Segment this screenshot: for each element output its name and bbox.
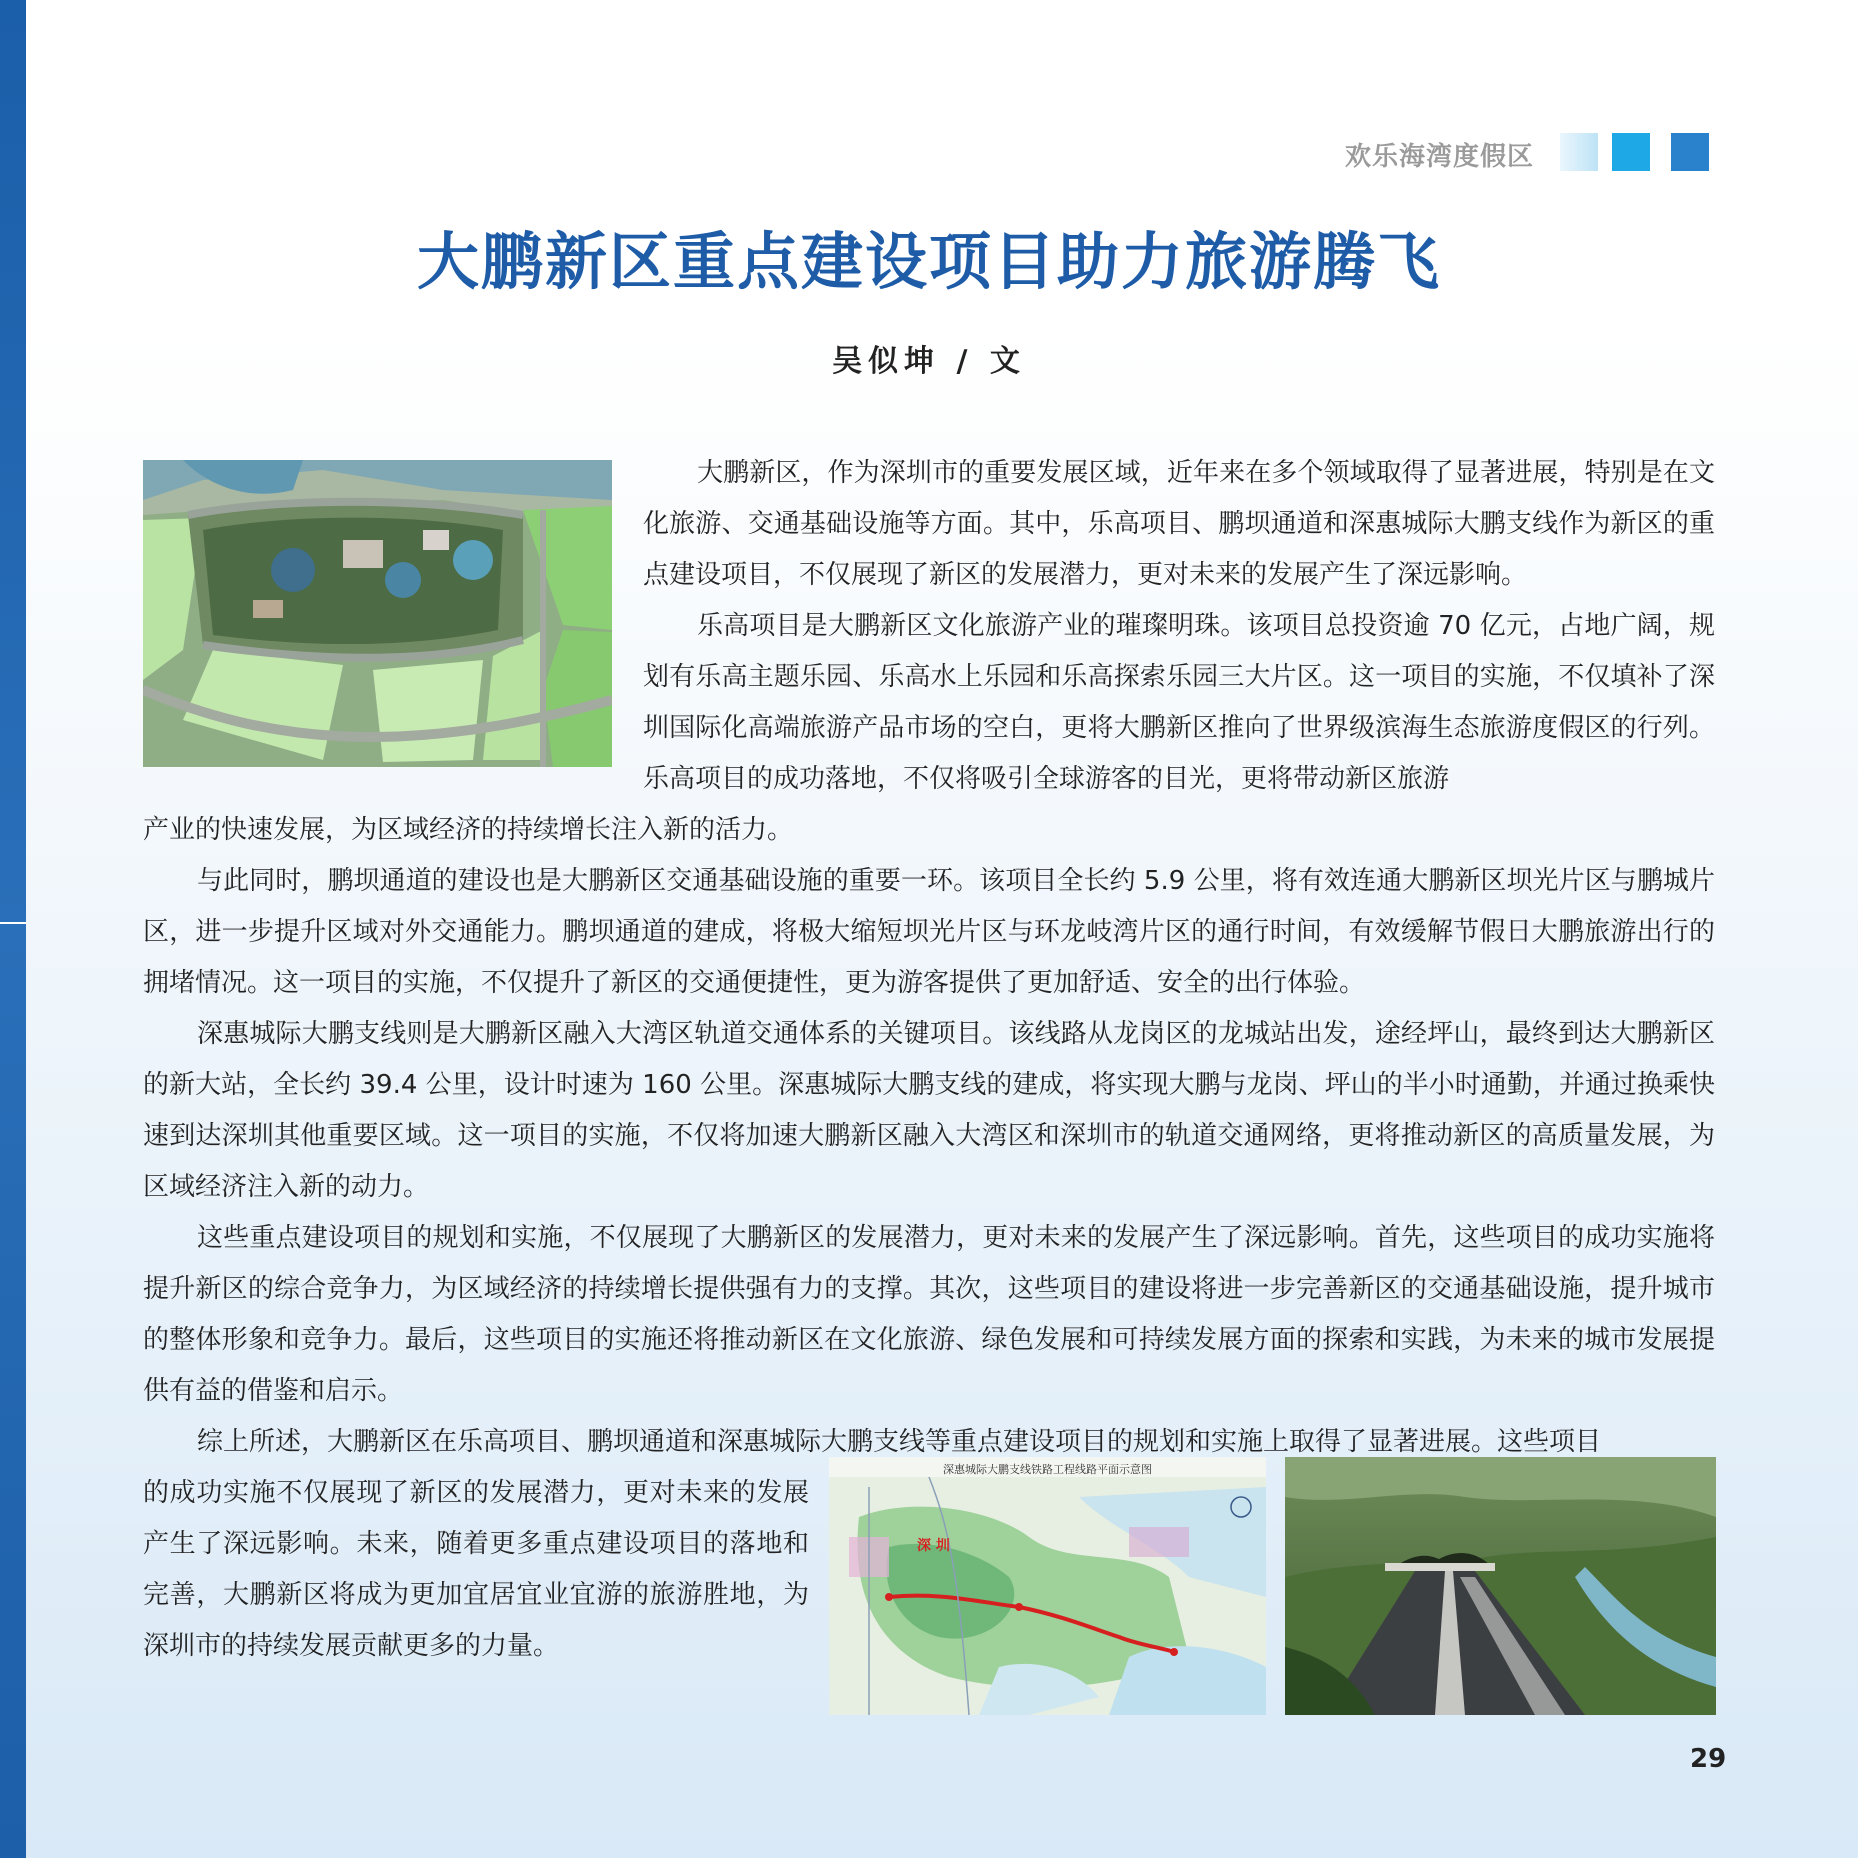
header-square-light (1560, 133, 1598, 171)
paragraph-2-continued: 产业的快速发展，为区域经济的持续增长注入新的活力。 (143, 815, 794, 845)
article-title: 大鹏新区重点建设项目助力旅游腾飞 (416, 225, 1441, 298)
section-label: 欢乐海湾度假区 (1344, 142, 1534, 172)
header-square-blue (1671, 133, 1709, 171)
left-edge-tick (0, 922, 26, 924)
tunnel-rendering-image (1285, 1457, 1716, 1715)
paragraph-3: 与此同时，鹏坝通道的建设也是大鹏新区交通基础设施的重要一环。该项目全长约 5.9 公里，将有效连通大鹏新区坝光片区与鹏城片区，进一步提升区域对外交通能力。鹏坝通道的建成，将极大缩短坝光片区与环龙岐湾片区的通行时间，有效缓解节假日大鹏旅游出行的拥堵情况。这一项目的实施，不仅提升了新区的交通便捷性，更为游客提供了更加舒适、安全的出行体验。 (143, 866, 1715, 998)
railway-route-map-image (829, 1457, 1266, 1715)
paragraph-4: 深惠城际大鹏支线则是大鹏新区融入大湾区轨道交通体系的关键项目。该线路从龙岗区的龙城站出发，途经坪山，最终到达大鹏新区的新大站，全长约 39.4 公里，设计时速为 160 公里。深惠城际大鹏支线的建成，将实现大鹏与龙岗、坪山的半小时通勤，并通过换乘快速到达深圳其他重要区域。这一项目的实施，不仅将加速大鹏新区融入大湾区和深圳市的轨道交通网络，更将推动新区的高质量发展，为区域经济注入新的动力。 (143, 1019, 1715, 1202)
map-caption: 深惠城际大鹏支线铁路工程线路平面示意图 (943, 1463, 1152, 1476)
legoland-aerial-image (143, 460, 612, 767)
map-city-label: 深 圳 (917, 1538, 950, 1554)
paragraph-6: 综上所述，大鹏新区在乐高项目、鹏坝通道和深惠城际大鹏支线等重点建设项目的规划和实施上取得了显著进展。这些项目 (197, 1427, 1602, 1457)
header-square-cyan (1612, 133, 1650, 171)
paragraph-1: 大鹏新区，作为深圳市的重要发展区域，近年来在多个领域取得了显著进展，特别是在文化旅游、交通基础设施等方面。其中，乐高项目、鹏坝通道和深惠城际大鹏支线作为新区的重点建设项目，不仅展现了新区的发展潜力，更对未来的发展产生了深远影响。 (643, 458, 1715, 590)
paragraph-2: 乐高项目是大鹏新区文化旅游产业的璀璨明珠。该项目总投资逾 70 亿元，占地广阔，规划有乐高主题乐园、乐高水上乐园和乐高探索乐园三大片区。这一项目的实施，不仅填补了深圳国际化高端旅游产品市场的空白，更将大鹏新区推向了世界级滨海生态旅游度假区的行列。乐高项目的成功落地，不仅将吸引全球游客的目光，更将带动新区旅游 (643, 611, 1715, 794)
article-byline: 吴似坤 / 文 (832, 344, 1026, 379)
paragraph-6-continued: 的成功实施不仅展现了新区的发展潜力，更对未来的发展产生了深远影响。未来，随着更多重点建设项目的落地和完善，大鹏新区将成为更加宜居宜业宜游的旅游胜地，为深圳市的持续发展贡献更多的力量。 (143, 1478, 809, 1661)
page-number: 29 (1690, 1744, 1727, 1774)
paragraph-5: 这些重点建设项目的规划和实施，不仅展现了大鹏新区的发展潜力，更对未来的发展产生了深远影响。首先，这些项目的成功实施将提升新区的综合竞争力，为区域经济的持续增长提供强有力的支撑。其次，这些项目的建设将进一步完善新区的交通基础设施，提升城市的整体形象和竞争力。最后，这些项目的实施还将推动新区在文化旅游、绿色发展和可持续发展方面的探索和实践，为未来的城市发展提供有益的借鉴和启示。 (143, 1223, 1715, 1406)
